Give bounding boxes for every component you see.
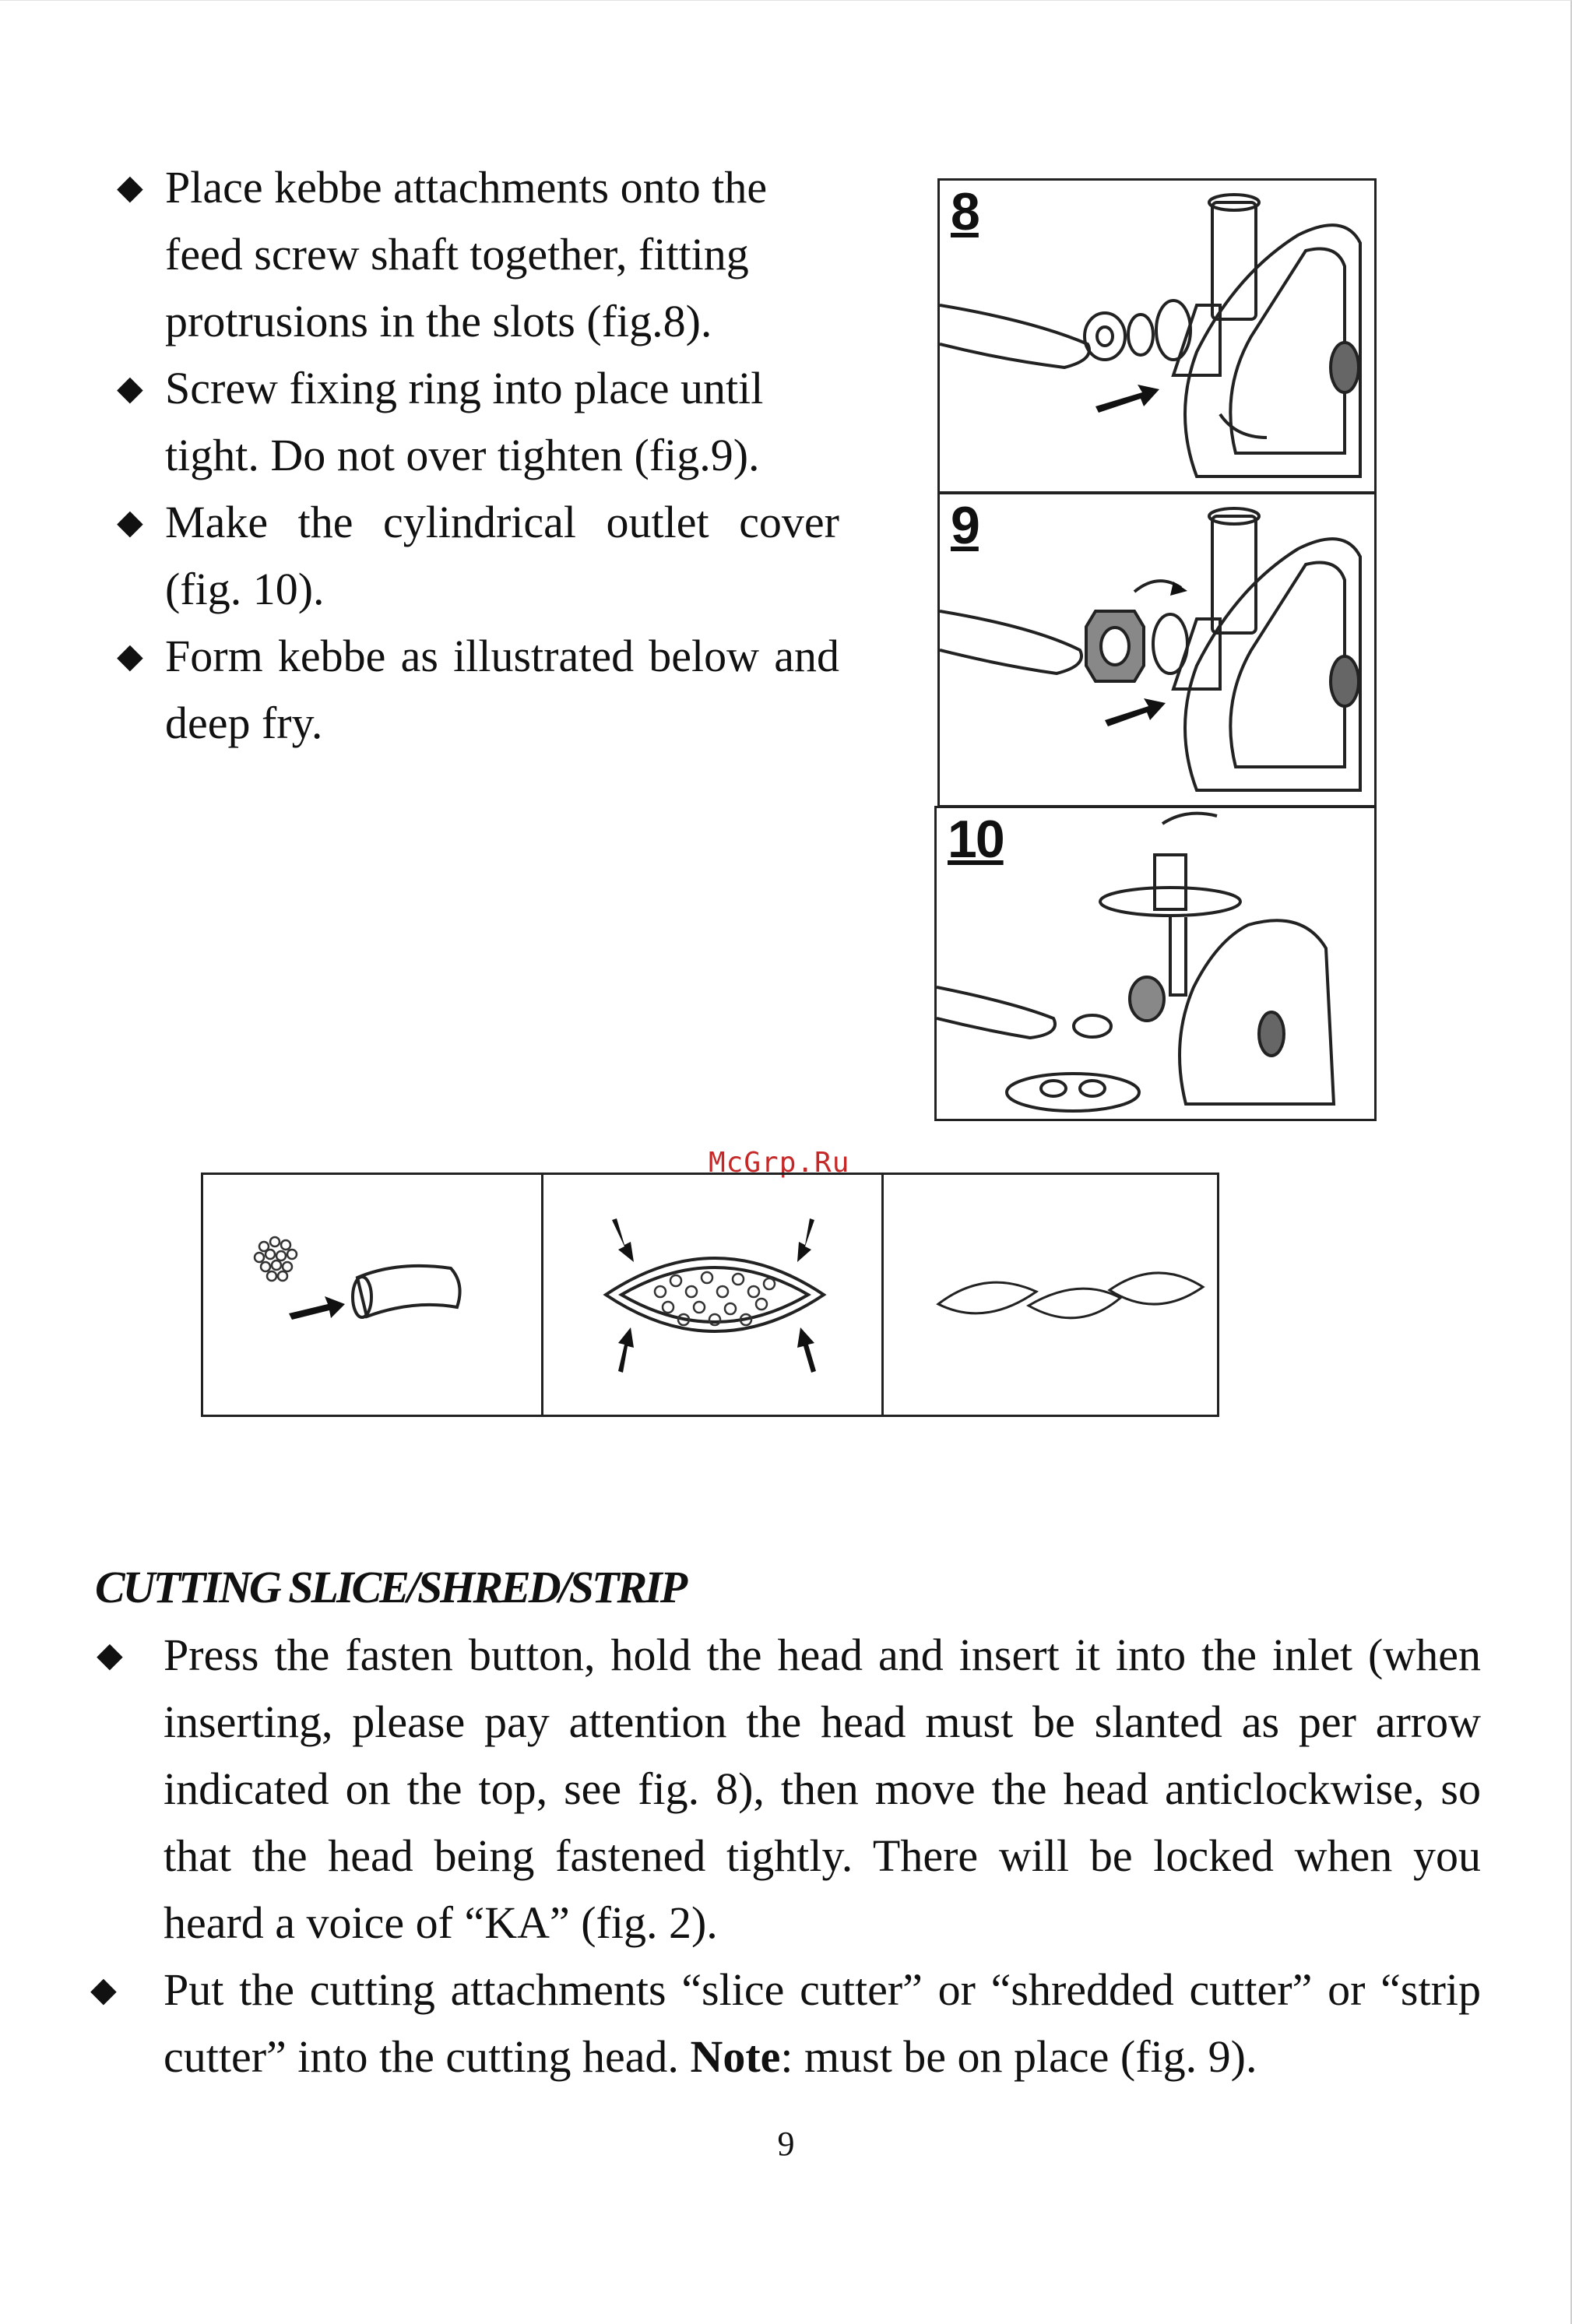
bullet-item: [115, 355, 839, 489]
bullet-text: Place kebbe attachments onto the feed screw shaft together, fitting protrusions in the slots (fig.8).: [165, 162, 768, 346]
meat-grinder-fixing-ring-illustration: [940, 494, 1377, 807]
paragraph-text-part: Put the cutting attachments “slice cutter” or “shredded cutter” or “strip cutter” into the cutting head.: [164, 1964, 1481, 2082]
figure-number: 8: [951, 182, 979, 241]
kebbe-step-closing: [543, 1175, 884, 1415]
bullet-item: [115, 154, 839, 355]
note-label: Note: [690, 2031, 781, 2082]
paragraph-text-part: : must be on place (fig. 9).: [780, 2031, 1257, 2082]
paragraph-text: Press the fasten button, hold the head and insert it into the inlet (when inserting, please pay attention the head must be slanted as per arrow indicated on the top, see fig. 8), then move the head anticlockwise, so that the head being fastened tightly. There will be locked when you heard a voice of “KA” (fig. 2).: [164, 1630, 1481, 1948]
diamond-bullet-icon: ◆: [117, 637, 143, 675]
watermark: McGrp.Ru: [709, 1147, 850, 1179]
diamond-bullet-icon: ◆: [117, 168, 143, 206]
paragraph-text: [164, 1957, 1481, 2090]
figure-10: [934, 806, 1377, 1121]
figure-8: [937, 178, 1377, 494]
diamond-bullet-icon: ◆: [97, 1636, 123, 1674]
page-number: 9: [777, 2125, 795, 2163]
instruction-paragraph: [95, 1622, 1481, 1957]
kebbe-step-filling: [203, 1175, 543, 1415]
kebbe-steps-illustration: [201, 1173, 1219, 1417]
diamond-bullet-icon: ◆: [90, 1971, 117, 2009]
figure-number: 9: [951, 496, 979, 555]
bullet-text: Form kebbe as illustrated below and deep fry.: [165, 631, 839, 748]
bullet-text: Make the cylindrical outlet cover (fig. 10).: [165, 497, 839, 614]
bullet-text: Screw fixing ring into place until tight. Do not over tighten (fig.9).: [165, 363, 764, 480]
meat-grinder-attach-illustration: [940, 181, 1377, 494]
figure-number: 10: [948, 810, 1004, 869]
kebbe-instructions: [115, 154, 839, 757]
closing-kebbe-illustration: [543, 1175, 881, 1415]
kebbe-step-finished: [884, 1175, 1222, 1415]
finished-kebbe-illustration: [884, 1175, 1222, 1415]
figure-9: [937, 492, 1377, 807]
instruction-paragraph: [90, 1957, 1481, 2090]
bullet-item: [115, 489, 839, 623]
diamond-bullet-icon: ◆: [117, 503, 143, 541]
diamond-bullet-icon: ◆: [117, 369, 143, 407]
bullet-item: [115, 623, 839, 757]
filling-into-shell-illustration: [203, 1175, 541, 1415]
section-title: CUTTING SLICE/SHRED/STRIP: [95, 1562, 686, 1612]
